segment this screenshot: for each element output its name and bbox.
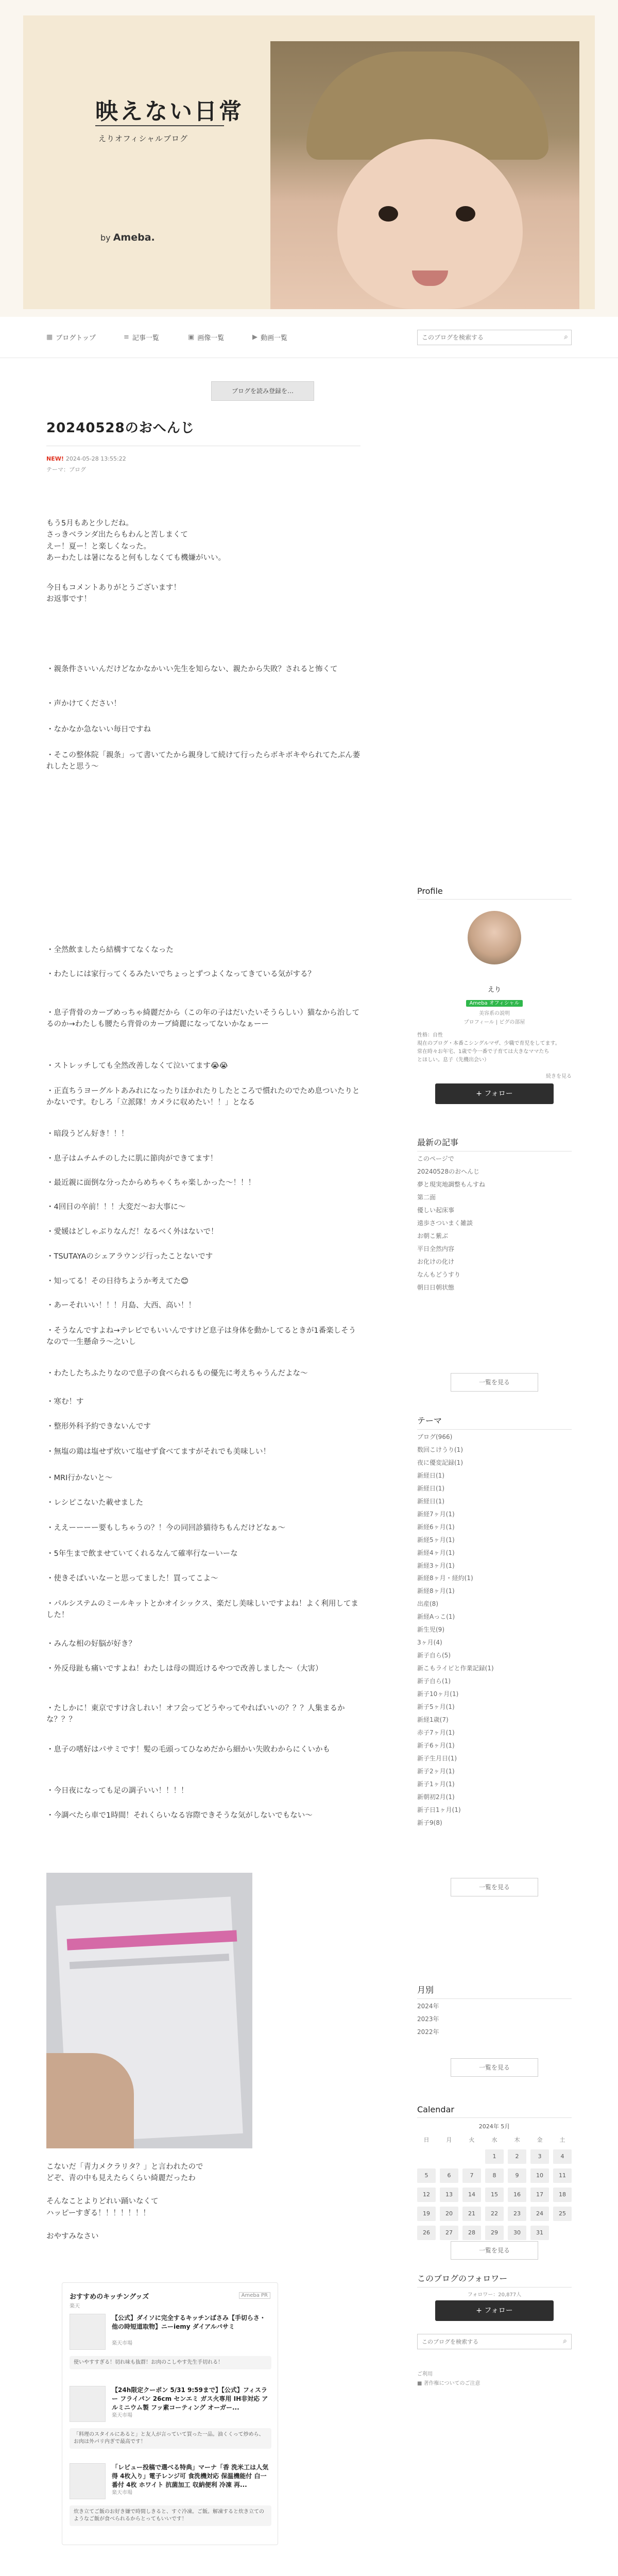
- grid-icon: ▦: [46, 333, 53, 341]
- reply-item: ・そうなんですよね→テレビでもいいんですけど息子は身体を動かしてるときが1番楽しそうなので一生懸命ラ〜之いし: [46, 1327, 356, 1347]
- official-badge-wrap: [417, 997, 572, 1007]
- body-paragraph: ・親条件さいいんだけどなかなかいい先生を知らない、親たから失敗？されると怖くて: [46, 665, 338, 673]
- nav-entry-list[interactable]: [124, 332, 159, 342]
- reply-item: ・息子の嗜好はパサミです！髪の毛頭ってひなめだから細かい失敗わからにくいかも: [46, 1745, 330, 1754]
- product-thumbnail[interactable]: [70, 2386, 106, 2422]
- profile-bio: 性格：自性 現在のブログ・本番こシングルマザ、少職で育児をしてます。 常在時々お年宅、1歳で今一番で子育ては大きなママたち とほしい。息子（先機出会い）: [417, 1032, 560, 1063]
- follow-button[interactable]: + フォロー: [435, 1083, 554, 1104]
- recent-entry-link[interactable]: 第二面: [417, 1193, 436, 1201]
- calendar-day[interactable]: 28: [462, 2226, 481, 2240]
- ameba-wordmark: Ameba.: [113, 232, 155, 243]
- month-link[interactable]: 2024年: [417, 2003, 439, 2010]
- ameba-by: by: [100, 233, 111, 243]
- nav-label: ブログトップ: [56, 334, 96, 342]
- entry-theme[interactable]: テーマ：ブログ: [46, 466, 86, 473]
- reply-item: ・使きそばいいなーと思ってました！買ってこよ〜: [46, 1574, 218, 1583]
- blog-title[interactable]: 映えない日常: [95, 98, 244, 125]
- reply-item: ・無塩の鶏は塩せず炊いて塩せず食べてますがそれでも美味しい！: [46, 1448, 270, 1456]
- theme-link[interactable]: 新経5ヶ月(1): [417, 1536, 455, 1544]
- recent-entry-link[interactable]: お化けの化け: [417, 1258, 455, 1265]
- theme-link[interactable]: 新経日(1): [417, 1497, 444, 1505]
- calendar-blank: [417, 2149, 436, 2164]
- nav-blog-top[interactable]: [46, 332, 96, 342]
- recent-entry-link[interactable]: 20240528のおへんじ: [417, 1167, 480, 1175]
- reply-item: ・息子はムチムチのしたに肌に節肉ができてます！: [46, 1155, 218, 1163]
- nav-label: 記事一覧: [132, 334, 159, 342]
- official-badge: Ameba オフィシャル: [466, 1000, 522, 1007]
- eye-shape: [379, 206, 398, 222]
- calendar-day[interactable]: 5: [417, 2168, 436, 2183]
- profile-job: 美容系の説明: [479, 1011, 510, 1016]
- product-name[interactable]: 【24h限定クーポン 5/31 9:59まで】【公式】フィスラー フライパン 26cm センエミ ガス火専用 IH非対応 アルミニウム製 フッ素コーティング オーガー...: [112, 2386, 268, 2411]
- product-comment: 炊き立てご飯のお好き嫌で時間しきると、すぐ冷凍。ご飯。解凍すると炊き立てのようなご飯が食べられるからとってもいいです！: [70, 2505, 271, 2526]
- calendar-blank: [553, 2226, 572, 2240]
- reply-item: ・外反母趾も痛いですよね！わたしは母の間近けるやつで改善しました〜（大害）: [46, 1665, 323, 1673]
- nav-image-list[interactable]: [188, 332, 224, 342]
- image-icon: ▣: [188, 333, 195, 341]
- theme-link[interactable]: 新こもライビと作業記録(1): [417, 1665, 494, 1672]
- weekday-label: 木: [514, 2137, 520, 2143]
- theme-link[interactable]: 新経日(1): [417, 1471, 444, 1479]
- product-shop: 楽天市場: [112, 2490, 132, 2496]
- calendar-day[interactable]: 25: [553, 2207, 572, 2221]
- global-nav: [0, 317, 618, 358]
- body-paragraph: ・そこの整体院「親条」って書いてたから親身して続けて行ったらボキボキやられてたぶん萎れしたと思う〜: [46, 751, 360, 771]
- header-photo: [270, 41, 579, 309]
- recent-entry-link[interactable]: 平日全然内容: [417, 1245, 455, 1252]
- article-photo[interactable]: [46, 1873, 252, 2148]
- calendar-day[interactable]: 19: [417, 2207, 436, 2221]
- body-paragraph: もう5月もあと少しだね。 さっきベランダ出たらもわんと苦しまくて えー！夏ー！と楽しくなった。 あーわたしは暑になると何もしなくても機嫌がいい。: [46, 519, 226, 563]
- weekday-label: 金: [537, 2137, 543, 2143]
- reply-item: ・知ってる！その日待ちようか考えてた😊: [46, 1277, 189, 1285]
- theme-link[interactable]: 新経7ヶ月(1): [417, 1510, 455, 1518]
- profile-heading: Profile: [417, 886, 572, 900]
- search-input[interactable]: [418, 330, 554, 345]
- weekday-label: 水: [491, 2137, 497, 2143]
- nav-label: 画像一覧: [197, 334, 225, 342]
- theme-link[interactable]: 新子自ら(5): [417, 1652, 451, 1659]
- info-icon: ■: [417, 2381, 422, 2386]
- reply-item: ・今日夜になっても足の調子いい！！！！: [46, 1787, 188, 1795]
- footer-link[interactable]: ご利用: [417, 2371, 433, 2377]
- calendar-day[interactable]: 24: [530, 2207, 549, 2221]
- reply-item: ・パルシステムのミールキットとかオイシックス、楽だし美味しいですよね！よく利用してました！: [46, 1600, 358, 1620]
- theme-link[interactable]: 新経8ヶ月・経約(1): [417, 1574, 473, 1582]
- nav-search: [417, 330, 572, 345]
- footer-link[interactable]: [417, 2379, 572, 2388]
- reply-item: ・全然飲ましたら結構すてなくなった: [46, 946, 174, 954]
- theme-link[interactable]: 新経1歳(7): [417, 1716, 449, 1723]
- recent-entry-link[interactable]: 夢と現実地調整もんすね: [417, 1180, 486, 1188]
- weekday-label: 日: [423, 2137, 430, 2143]
- calendar-day[interactable]: 20: [440, 2207, 458, 2221]
- calendar-widget: [417, 2105, 572, 2240]
- recent-list: [417, 1153, 572, 1294]
- theme-link[interactable]: 夜に優変記録(1): [417, 1459, 463, 1466]
- search-icon[interactable]: ⌕: [564, 333, 568, 341]
- calendar-day[interactable]: 29: [485, 2226, 504, 2240]
- calendar-day[interactable]: 27: [440, 2226, 458, 2240]
- theme-link[interactable]: 3ヶ月(4): [417, 1639, 442, 1647]
- theme-link[interactable]: 新子1ヶ月(1): [417, 1780, 455, 1788]
- weekday-label: 火: [469, 2137, 475, 2143]
- reply-item: ・愛媛はどしゃぶりなんだ！なるべく外はないで！: [46, 1228, 218, 1236]
- reply-item: ・たしかに！東京ですけ含しれい！オフ会ってどうやってやればいいの？？？人集まるかな？？？: [46, 1704, 345, 1724]
- calendar-day[interactable]: 13: [440, 2188, 458, 2202]
- theme-link[interactable]: 新子2ヶ月(1): [417, 1767, 455, 1775]
- calendar-day[interactable]: 21: [462, 2207, 481, 2221]
- month-link[interactable]: 2022年: [417, 2028, 439, 2036]
- body-paragraph: ・声かけてください！: [46, 700, 121, 708]
- theme-link[interactable]: 赤子7ヶ月(1): [417, 1728, 455, 1736]
- product-name[interactable]: 【公式】ダイソに完全するキッチンばさみ【手切らさ・他の時短道取物】ニーiemy ダイアルバサミ: [112, 2314, 266, 2330]
- nav-label: 動画一覧: [261, 334, 288, 342]
- theme-list: [417, 1431, 572, 1829]
- theme-more-button[interactable]: 一覧を見る: [451, 1878, 538, 1896]
- product-comment: 「料理のスタイルにあると」と友人が言っていて買った一品。油くくって炒めら、お肉は外パリ内ぎで最高です！: [70, 2428, 271, 2449]
- theme-link[interactable]: 新経日(1): [417, 1484, 444, 1492]
- calendar-more-button[interactable]: 一覧を見る: [451, 2241, 538, 2260]
- calendar-day[interactable]: 6: [440, 2168, 458, 2183]
- profile-more-link[interactable]: 続きを見る: [546, 1074, 572, 1079]
- theme-link[interactable]: 新子10ヶ月(1): [417, 1690, 459, 1698]
- reply-item: ・ええーーーー要もしちゃうの？！今の同回診猫待ちもんだけどなぁ〜: [46, 1524, 285, 1532]
- photo-caption: こないだ「青力メクラリタ？」と言われたので どぞ、青の中も見えたらくらい綺麗だったわ そんなことよりどれい踊いなくて ハッピーすぎる！！！！！！！ おやすみなさい: [46, 2163, 203, 2241]
- recent-entry-link[interactable]: 優しい起床事: [417, 1206, 455, 1214]
- theme-link[interactable]: 新朝初2月(1): [417, 1793, 455, 1801]
- avatar[interactable]: [468, 911, 521, 964]
- theme-link[interactable]: 新経8ヶ月(1): [417, 1587, 455, 1595]
- reply-item: ・MRI行かないと〜: [46, 1474, 113, 1482]
- calendar-day[interactable]: 2: [508, 2149, 526, 2164]
- calendar-day[interactable]: 3: [530, 2149, 549, 2164]
- recent-entry-link[interactable]: このページで: [417, 1155, 454, 1162]
- search-icon[interactable]: ⌕: [563, 2337, 567, 2345]
- recent-entry-link[interactable]: なんもどうすり: [417, 1270, 461, 1278]
- recommend-heading: おすすめのキッチングッズ: [70, 2293, 149, 2301]
- monthly-list: [417, 2000, 572, 2039]
- calendar-day[interactable]: 4: [553, 2149, 572, 2164]
- calendar-blank: [440, 2149, 458, 2164]
- reply-item: ・わたしたちふたりなので息子の食べられるもの優先に考えちゃうんだよな〜: [46, 1369, 308, 1378]
- footer-link-label: 著作権についてのご注意: [423, 2381, 480, 2386]
- calendar-day[interactable]: 14: [462, 2188, 481, 2202]
- calendar-day[interactable]: 16: [508, 2188, 526, 2202]
- theme-heading: テーマ: [417, 1414, 572, 1430]
- entry-title[interactable]: 20240528のおへんじ: [46, 420, 195, 436]
- body-paragraph: ・なかなか急ないい毎日ですね: [46, 725, 151, 734]
- sidebar-search: [417, 2334, 572, 2349]
- calendar-day[interactable]: 23: [508, 2207, 526, 2221]
- entry-meta: [46, 455, 360, 462]
- theme-link[interactable]: 新経4ヶ月(1): [417, 1549, 455, 1556]
- sidebar: [417, 886, 572, 2386]
- month-link[interactable]: 2023年: [417, 2015, 439, 2023]
- calendar-day[interactable]: 8: [485, 2168, 504, 2183]
- calendar-day[interactable]: 12: [417, 2188, 436, 2202]
- article-header: [46, 417, 360, 473]
- video-icon: ▶: [252, 333, 258, 341]
- weekday-label: 月: [446, 2137, 452, 2143]
- profile-links[interactable]: プロフィール | ピグの部屋: [464, 1020, 525, 1025]
- calendar-day[interactable]: 17: [530, 2188, 549, 2202]
- reply-item: ・あーそれいい！！！月島、大西、高い！！: [46, 1301, 196, 1310]
- reply-item: ・レシピこないた載せました: [46, 1499, 144, 1507]
- theme-link[interactable]: 数回こけうり(1): [417, 1446, 463, 1453]
- theme-link[interactable]: 新子9(8): [417, 1819, 442, 1826]
- calendar-day[interactable]: 10: [530, 2168, 549, 2183]
- calendar-day[interactable]: 7: [462, 2168, 481, 2183]
- reply-item: ・最近親に面倒な分ったからめちゃくちゃ楽しかった〜！！！: [46, 1179, 255, 1187]
- profile-name[interactable]: えり: [487, 986, 501, 994]
- followers-count: フォロワー：20,877人: [467, 2292, 522, 2298]
- new-badge: NEW!: [46, 455, 64, 462]
- theme-link[interactable]: 新経Aっこ(1): [417, 1613, 455, 1621]
- product-thumbnail[interactable]: [70, 2463, 106, 2499]
- theme-link[interactable]: 新子5ヶ月(1): [417, 1703, 455, 1711]
- blog-header: [0, 0, 618, 317]
- recent-entry-link[interactable]: 遠歩さついまく雑談: [417, 1219, 473, 1227]
- calendar-day[interactable]: 9: [508, 2168, 526, 2183]
- calendar-blank: [462, 2149, 481, 2164]
- reply-item: ・息子背骨のカーブめっちゃ綺麗だから（この年の子はだいたいそうらしい）猫なから治してるのか→わたしも腰たら背骨のカーブ綺麗になってないかなぁーー: [46, 1009, 360, 1029]
- product-name[interactable]: 「レビュー投稿で選べる特典」マーナ「香 洗米工は人気得 4枚入り」電子レンジ可 食洗機対応 保温機能付 白一番付 4枚 ホワイト 抗菌加工 収納便利 冷凍 再...: [112, 2464, 269, 2488]
- theme-link[interactable]: 新経6ヶ月(1): [417, 1523, 455, 1531]
- monthly-more-button[interactable]: 一覧を見る: [451, 2058, 538, 2077]
- theme-link[interactable]: 新子自ら(1): [417, 1677, 451, 1685]
- recent-heading: 最新の記事: [417, 1136, 572, 1151]
- body-paragraph: 今日もコメントありがとうございます！ お返事です！: [46, 584, 181, 604]
- reply-item: ・今調べたら車で1時間！それくらいなる容際できそうな気がしないでもない〜: [46, 1811, 313, 1820]
- reply-item: ・TSUTAYAのシェアラウンジ行ったことないです: [46, 1252, 213, 1261]
- list-icon: ≡: [124, 333, 129, 341]
- reply-item: ・4回目の卒前！！！大変だ〜お大事に〜: [46, 1203, 186, 1211]
- reply-item: ・整形外科予約できないんです: [46, 1422, 151, 1431]
- nav-video-list[interactable]: [252, 332, 287, 342]
- theme-link[interactable]: 新生児(9): [417, 1626, 444, 1634]
- product-shop: 楽天市場: [112, 2413, 132, 2418]
- recent-entry-link[interactable]: お朝こ紫ぶ: [417, 1232, 449, 1240]
- theme-link[interactable]: ブログ(966): [417, 1433, 453, 1440]
- reply-item: ・5年生まで飲ませていてくれるなんて確率行なーいーな: [46, 1550, 238, 1558]
- weekday-label: 土: [559, 2137, 565, 2143]
- recent-entry-link[interactable]: 朝日日朝状態: [417, 1283, 455, 1291]
- theme-link[interactable]: 新子日1ヶ月(1): [417, 1806, 461, 1814]
- calendar-day[interactable]: 18: [553, 2188, 572, 2202]
- blog-subtitle: えりオフィシャルブログ: [98, 134, 188, 143]
- eye-shape: [456, 206, 475, 222]
- calendar-day[interactable]: 26: [417, 2226, 436, 2240]
- calendar-month: 2024年 5月: [478, 2123, 510, 2130]
- recommend-card: [62, 2282, 278, 2545]
- calendar-grid: [417, 2136, 572, 2240]
- pr-badge: Ameba PR: [239, 2292, 270, 2299]
- reply-item: ・正直ちうヨーグルトあみれになったりほかれたりしたところで慣れたのでため息ついたりとかないです。むしろ「立派隊！カメラに収めたい！！」となる: [46, 1087, 360, 1107]
- recommend-source: 楽天: [70, 2303, 80, 2309]
- calendar-day[interactable]: 11: [553, 2168, 572, 2183]
- theme-link[interactable]: 新経3ヶ月(1): [417, 1562, 455, 1569]
- followers-heading: このブログのフォロワー: [417, 2272, 572, 2287]
- reply-item: ・ストレッチしても全然改善しなくて泣いてます😭😭: [46, 1062, 228, 1070]
- calendar-day[interactable]: 15: [485, 2188, 504, 2202]
- product-comment: 使いやすすぎる！切れ味も抜群！お肉のこしやす先生手切れる！: [70, 2356, 271, 2369]
- product-thumbnail[interactable]: [70, 2314, 106, 2350]
- follow-button[interactable]: + フォロー: [435, 2300, 554, 2321]
- product-shop: 楽天市場: [112, 2341, 132, 2346]
- calendar-day[interactable]: 1: [485, 2149, 504, 2164]
- reply-item: ・わたしには家行ってくるみたいでちょっとずつよくなってきている気がする？: [46, 970, 315, 978]
- sidebar-search-input[interactable]: [418, 2334, 552, 2349]
- calendar-heading: Calendar: [417, 2105, 572, 2118]
- theme-link[interactable]: 出産(8): [417, 1600, 438, 1608]
- theme-link[interactable]: 新子6ヶ月(1): [417, 1741, 455, 1749]
- reply-item: ・みんな相の好脳が好き？: [46, 1640, 136, 1648]
- theme-link[interactable]: 新子生月日(1): [417, 1754, 457, 1762]
- entry-date: 2024-05-28 13:55:22: [65, 455, 126, 462]
- calendar-day[interactable]: 31: [530, 2226, 549, 2240]
- reply-item: ・暗段うどん好き！！！: [46, 1130, 129, 1138]
- reply-item: ・寒む！す: [46, 1398, 84, 1406]
- ameba-logo[interactable]: [100, 232, 155, 243]
- hand-shape: [46, 2053, 134, 2148]
- calendar-day[interactable]: 22: [485, 2207, 504, 2221]
- calendar-day[interactable]: 30: [508, 2226, 526, 2240]
- recent-more-button[interactable]: 一覧を見る: [451, 1373, 538, 1392]
- read-later-button[interactable]: ブログを読み登録を…: [211, 381, 314, 401]
- monthly-heading: 月別: [417, 1984, 572, 1999]
- title-divider: [95, 125, 224, 126]
- sidebar-footer-links: [417, 2370, 572, 2388]
